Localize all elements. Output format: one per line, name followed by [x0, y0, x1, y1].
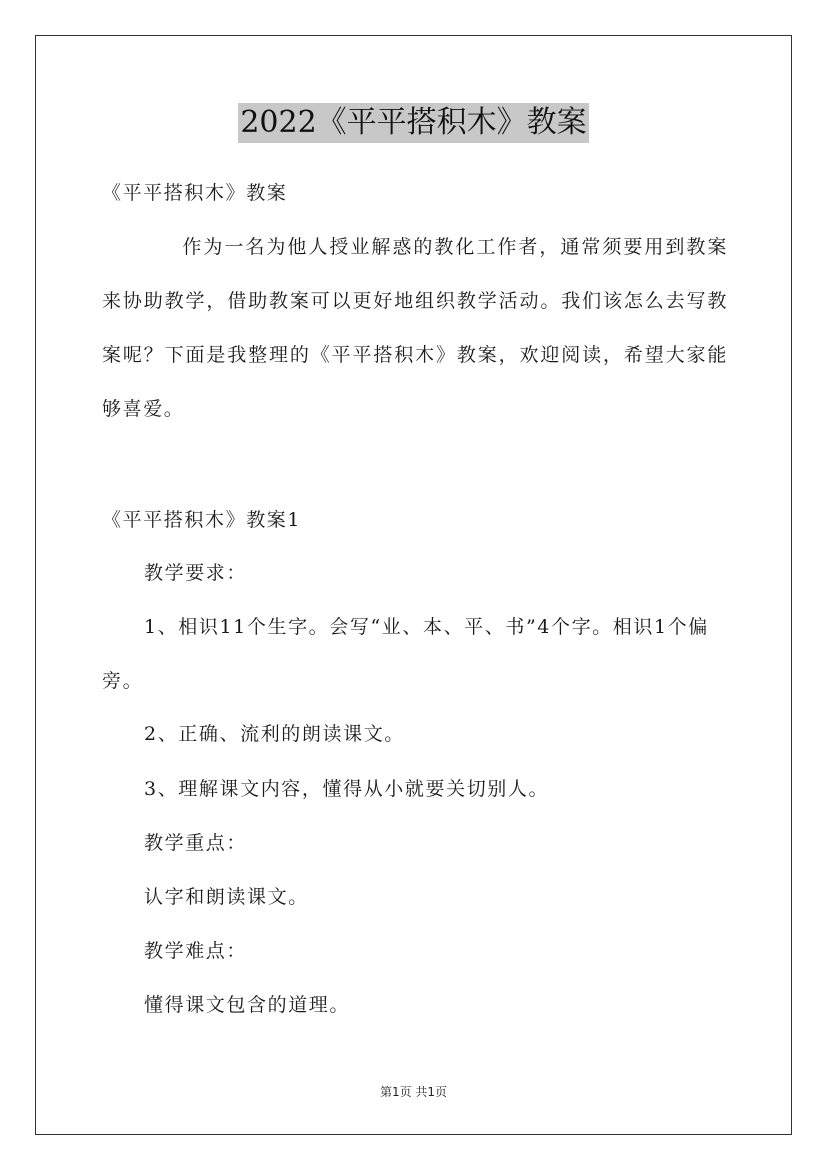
goal-item-2: 2、正确、流利的朗读课文。 [144, 723, 405, 745]
goals-heading: 教学要求： [144, 562, 248, 584]
goal-item-3: 3、理解课文内容，懂得从小就要关切别人。 [144, 778, 550, 800]
difficulty-heading: 教学难点： [144, 940, 248, 962]
document-title: 2022《平平搭积木》教案 [238, 103, 588, 143]
key-heading: 教学重点： [144, 832, 248, 854]
document-subtitle: 《平平搭积木》教案 [102, 182, 288, 204]
goal-item-1: 1、相识11个生字。会写“业、本、平、书”4个字。相识1个偏旁。 [102, 616, 709, 692]
page-footer: 第1页 共1页 [379, 1085, 448, 1099]
intro-text: 作为一名为他人授业解惑的教化工作者，通常须要用到教案来协助教学，借助教案可以更好地组织教学活动。我们该怎么去写教案呢？下面是我整理的《平平搭积木》教案，欢迎阅读，希望大家能够喜爱。 [102, 236, 728, 420]
difficulty-text: 懂得课文包含的道理。 [144, 994, 351, 1016]
section-heading: 《平平搭积木》教案1 [102, 509, 302, 531]
intro-paragraph [102, 220, 728, 436]
title-container [0, 103, 827, 143]
key-text: 认字和朗读课文。 [144, 886, 309, 908]
